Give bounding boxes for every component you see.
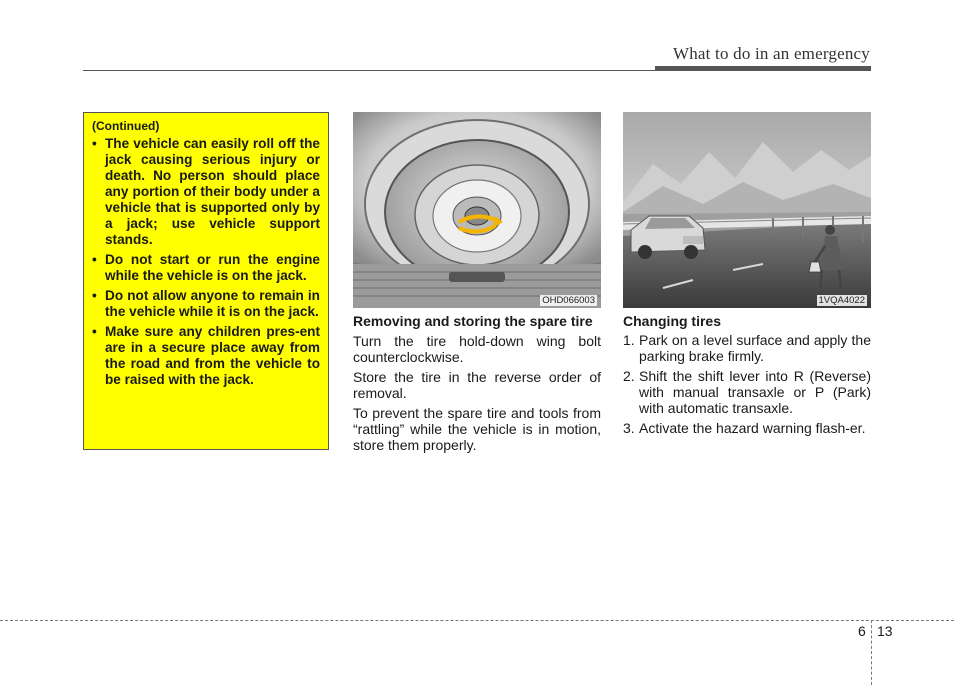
warning-box bbox=[83, 112, 329, 450]
spare-tire-section bbox=[353, 313, 601, 453]
roadside-figure bbox=[623, 112, 871, 308]
chapter-number: 6 bbox=[858, 623, 866, 639]
warning-continued-label: (Continued) bbox=[92, 119, 160, 133]
step-text: Shift the shift lever into R (Reverse) with manual transaxle or P (Park) with automatic transaxle. bbox=[639, 368, 871, 416]
footer-dashed-rule bbox=[0, 620, 954, 621]
warning-item: • The vehicle can easily roll off the jack causing serious injury or death. No person should place any portion of their body under a vehicle that is supported only by a jack; use vehicle support stands. bbox=[92, 136, 320, 248]
paragraph: To prevent the spare tire and tools from “rattling” while the vehicle is in motion, store them properly. bbox=[353, 405, 601, 453]
spare-tire-figure bbox=[353, 112, 601, 308]
figure-code: 1VQA4022 bbox=[818, 295, 865, 306]
step-number: 2. bbox=[623, 368, 635, 384]
step-item bbox=[623, 420, 871, 436]
step-text: Park on a level surface and apply the parking brake firmly. bbox=[639, 332, 871, 364]
section-title: What to do in an emergency bbox=[672, 44, 870, 63]
changing-tires-section bbox=[623, 313, 871, 440]
paragraph: Turn the tire hold-down wing bolt counterclockwise. bbox=[353, 333, 601, 365]
page-number: 13 bbox=[877, 623, 893, 639]
warning-list bbox=[92, 136, 320, 388]
warning-item: • Do not start or run the engine while the vehicle is on the jack. bbox=[92, 252, 320, 284]
warning-item: • Make sure any children pres-ent are in a secure place away from the road and from the vehicle to be raised with the jack. bbox=[92, 324, 320, 388]
step-item bbox=[623, 332, 871, 364]
figure-code: OHD066003 bbox=[542, 295, 595, 306]
step-number: 1. bbox=[623, 332, 635, 348]
step-number: 3. bbox=[623, 420, 635, 436]
header-accent-bar bbox=[655, 66, 871, 71]
section-heading: Changing tires bbox=[623, 313, 722, 329]
section-heading: Removing and storing the spare tire bbox=[353, 313, 593, 329]
step-item bbox=[623, 368, 871, 416]
roadside-illustration bbox=[623, 112, 871, 308]
steps-list bbox=[623, 332, 871, 436]
footer-vertical-rule bbox=[871, 620, 872, 685]
spare-tire-illustration bbox=[353, 112, 601, 308]
paragraph: Store the tire in the reverse order of removal. bbox=[353, 369, 601, 401]
step-text: Activate the hazard warning flash-er. bbox=[639, 420, 866, 436]
warning-item: • Do not allow anyone to remain in the vehicle while it is on the jack. bbox=[92, 288, 320, 320]
